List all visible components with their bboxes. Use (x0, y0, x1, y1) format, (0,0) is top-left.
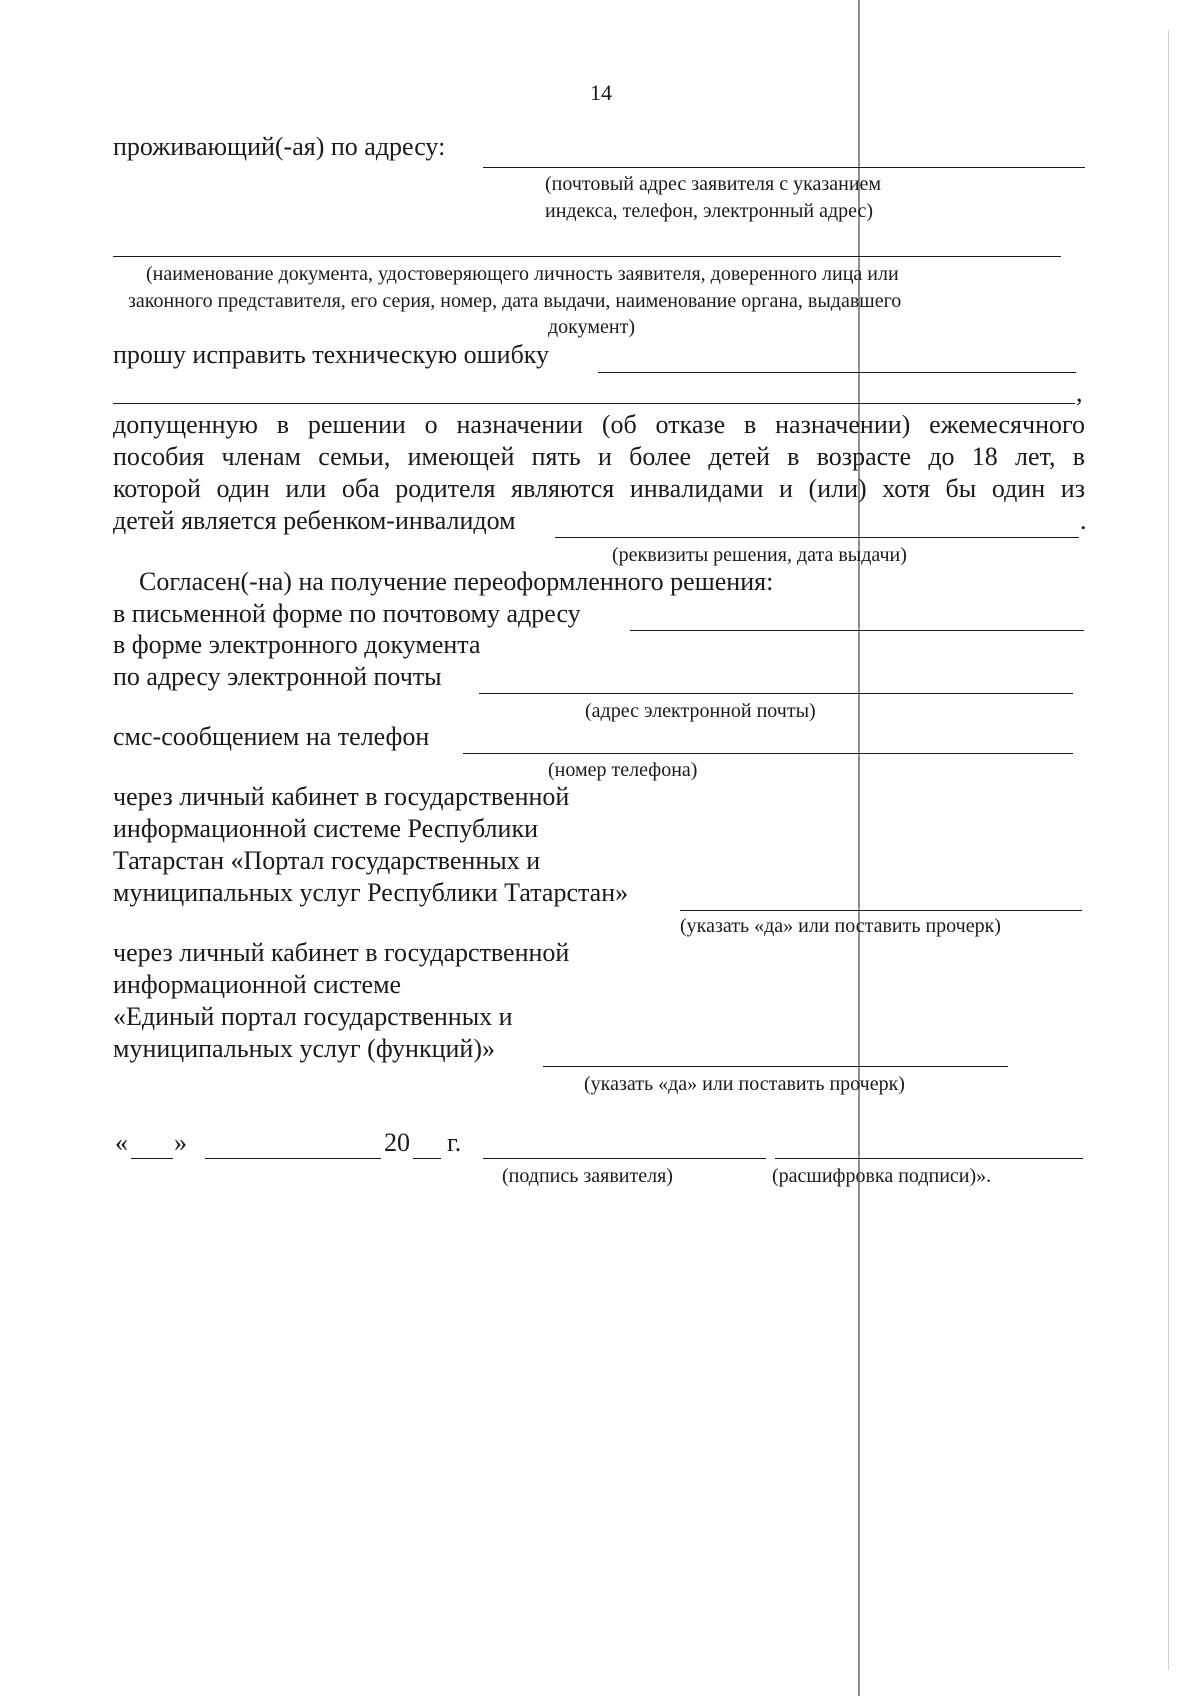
decision-requisites-field-line[interactable] (555, 537, 1079, 538)
date-year-prefix: 20 (384, 1128, 410, 1157)
email-field-line[interactable] (479, 693, 1073, 694)
address-field-line[interactable] (483, 167, 1085, 168)
page-number: 14 (590, 80, 612, 105)
electronic-label-line2: по адресу электронной почты (113, 662, 442, 691)
address-hint-line1: (почтовый адрес заявителя с указанием (545, 173, 882, 195)
electronic-label-line1: в форме электронного документа (113, 630, 481, 659)
date-year-field-line[interactable] (413, 1158, 441, 1159)
decoding-hint: (расшифровка подписи)». (772, 1165, 992, 1187)
epgu-hint: (указать «да» или поставить прочерк) (584, 1073, 905, 1095)
decision-line3: которой один или оба родителя являются инвалидами и (или) хотя бы один из (113, 474, 1085, 503)
sms-label: смс-сообщением на телефон (113, 722, 430, 751)
decision-period: . (1080, 506, 1087, 535)
postal-label: в письменной форме по почтовому адресу (113, 599, 581, 628)
rt-portal-hint: (указать «да» или поставить прочерк) (680, 915, 1001, 937)
request-comma: , (1076, 378, 1083, 407)
scan-artifact-edge (1168, 30, 1169, 1670)
identity-doc-hint-line3: документ) (548, 316, 635, 338)
epgu-field-line[interactable] (543, 1066, 1008, 1067)
date-year-suffix: г. (447, 1128, 462, 1157)
signature-field-line[interactable] (483, 1158, 766, 1159)
signature-hint: (подпись заявителя) (502, 1165, 673, 1187)
date-day-field-line[interactable] (131, 1158, 173, 1159)
rt-portal-line1: через личный кабинет в государственной (113, 782, 570, 811)
decision-line1: допущенную в решении о назначении (об отказе в назначении) ежемесячного (113, 410, 1085, 439)
epgu-line1: через личный кабинет в государственной (113, 938, 570, 967)
request-continuation-line[interactable] (113, 403, 1075, 404)
postal-field-line[interactable] (630, 630, 1084, 631)
epgu-line3: «Единый портал государственных и (113, 1002, 513, 1031)
request-label: прошу исправить техническую ошибку (113, 340, 550, 369)
rt-portal-line3: Татарстан «Портал государственных и (113, 846, 541, 875)
address-label: проживающий(-ая) по адресу: (113, 132, 446, 161)
date-quote-close: » (174, 1128, 187, 1157)
date-quote-open: « (115, 1128, 128, 1157)
decision-hint: (реквизиты решения, дата выдачи) (612, 544, 907, 566)
sms-field-line[interactable] (463, 753, 1073, 754)
identity-doc-field-line[interactable] (113, 256, 1061, 257)
identity-doc-hint-line2: законного представителя, его серия, номер, дата выдачи, наименование органа, выдавшего (128, 290, 902, 312)
rt-portal-field-line[interactable] (680, 910, 1082, 911)
address-hint-line2: индекса, телефон, электронный адрес) (545, 200, 874, 222)
identity-doc-hint-line1: (наименование документа, удостоверяющего личность заявителя, доверенного лица или (146, 263, 899, 285)
decoding-field-line[interactable] (775, 1158, 1083, 1159)
scan-artifact-line (858, 0, 860, 1696)
consent-heading: Согласен(-на) на получение переоформленного решения: (139, 567, 774, 596)
epgu-line2: информационной системе (113, 970, 402, 999)
rt-portal-line2: информационной системе Республики (113, 814, 538, 843)
decision-line2: пособия членам семьи, имеющей пять и более детей в возрасте до 18 лет, в (113, 442, 1085, 471)
email-hint: (адрес электронной почты) (585, 700, 816, 722)
decision-line4: детей является ребенком-инвалидом (113, 506, 516, 535)
rt-portal-line4: муниципальных услуг Республики Татарстан» (113, 878, 629, 907)
date-month-field-line[interactable] (205, 1158, 381, 1159)
sms-hint: (номер телефона) (548, 759, 698, 781)
epgu-line4: муниципальных услуг (функций)» (113, 1034, 495, 1063)
request-field-line[interactable] (598, 372, 1076, 373)
